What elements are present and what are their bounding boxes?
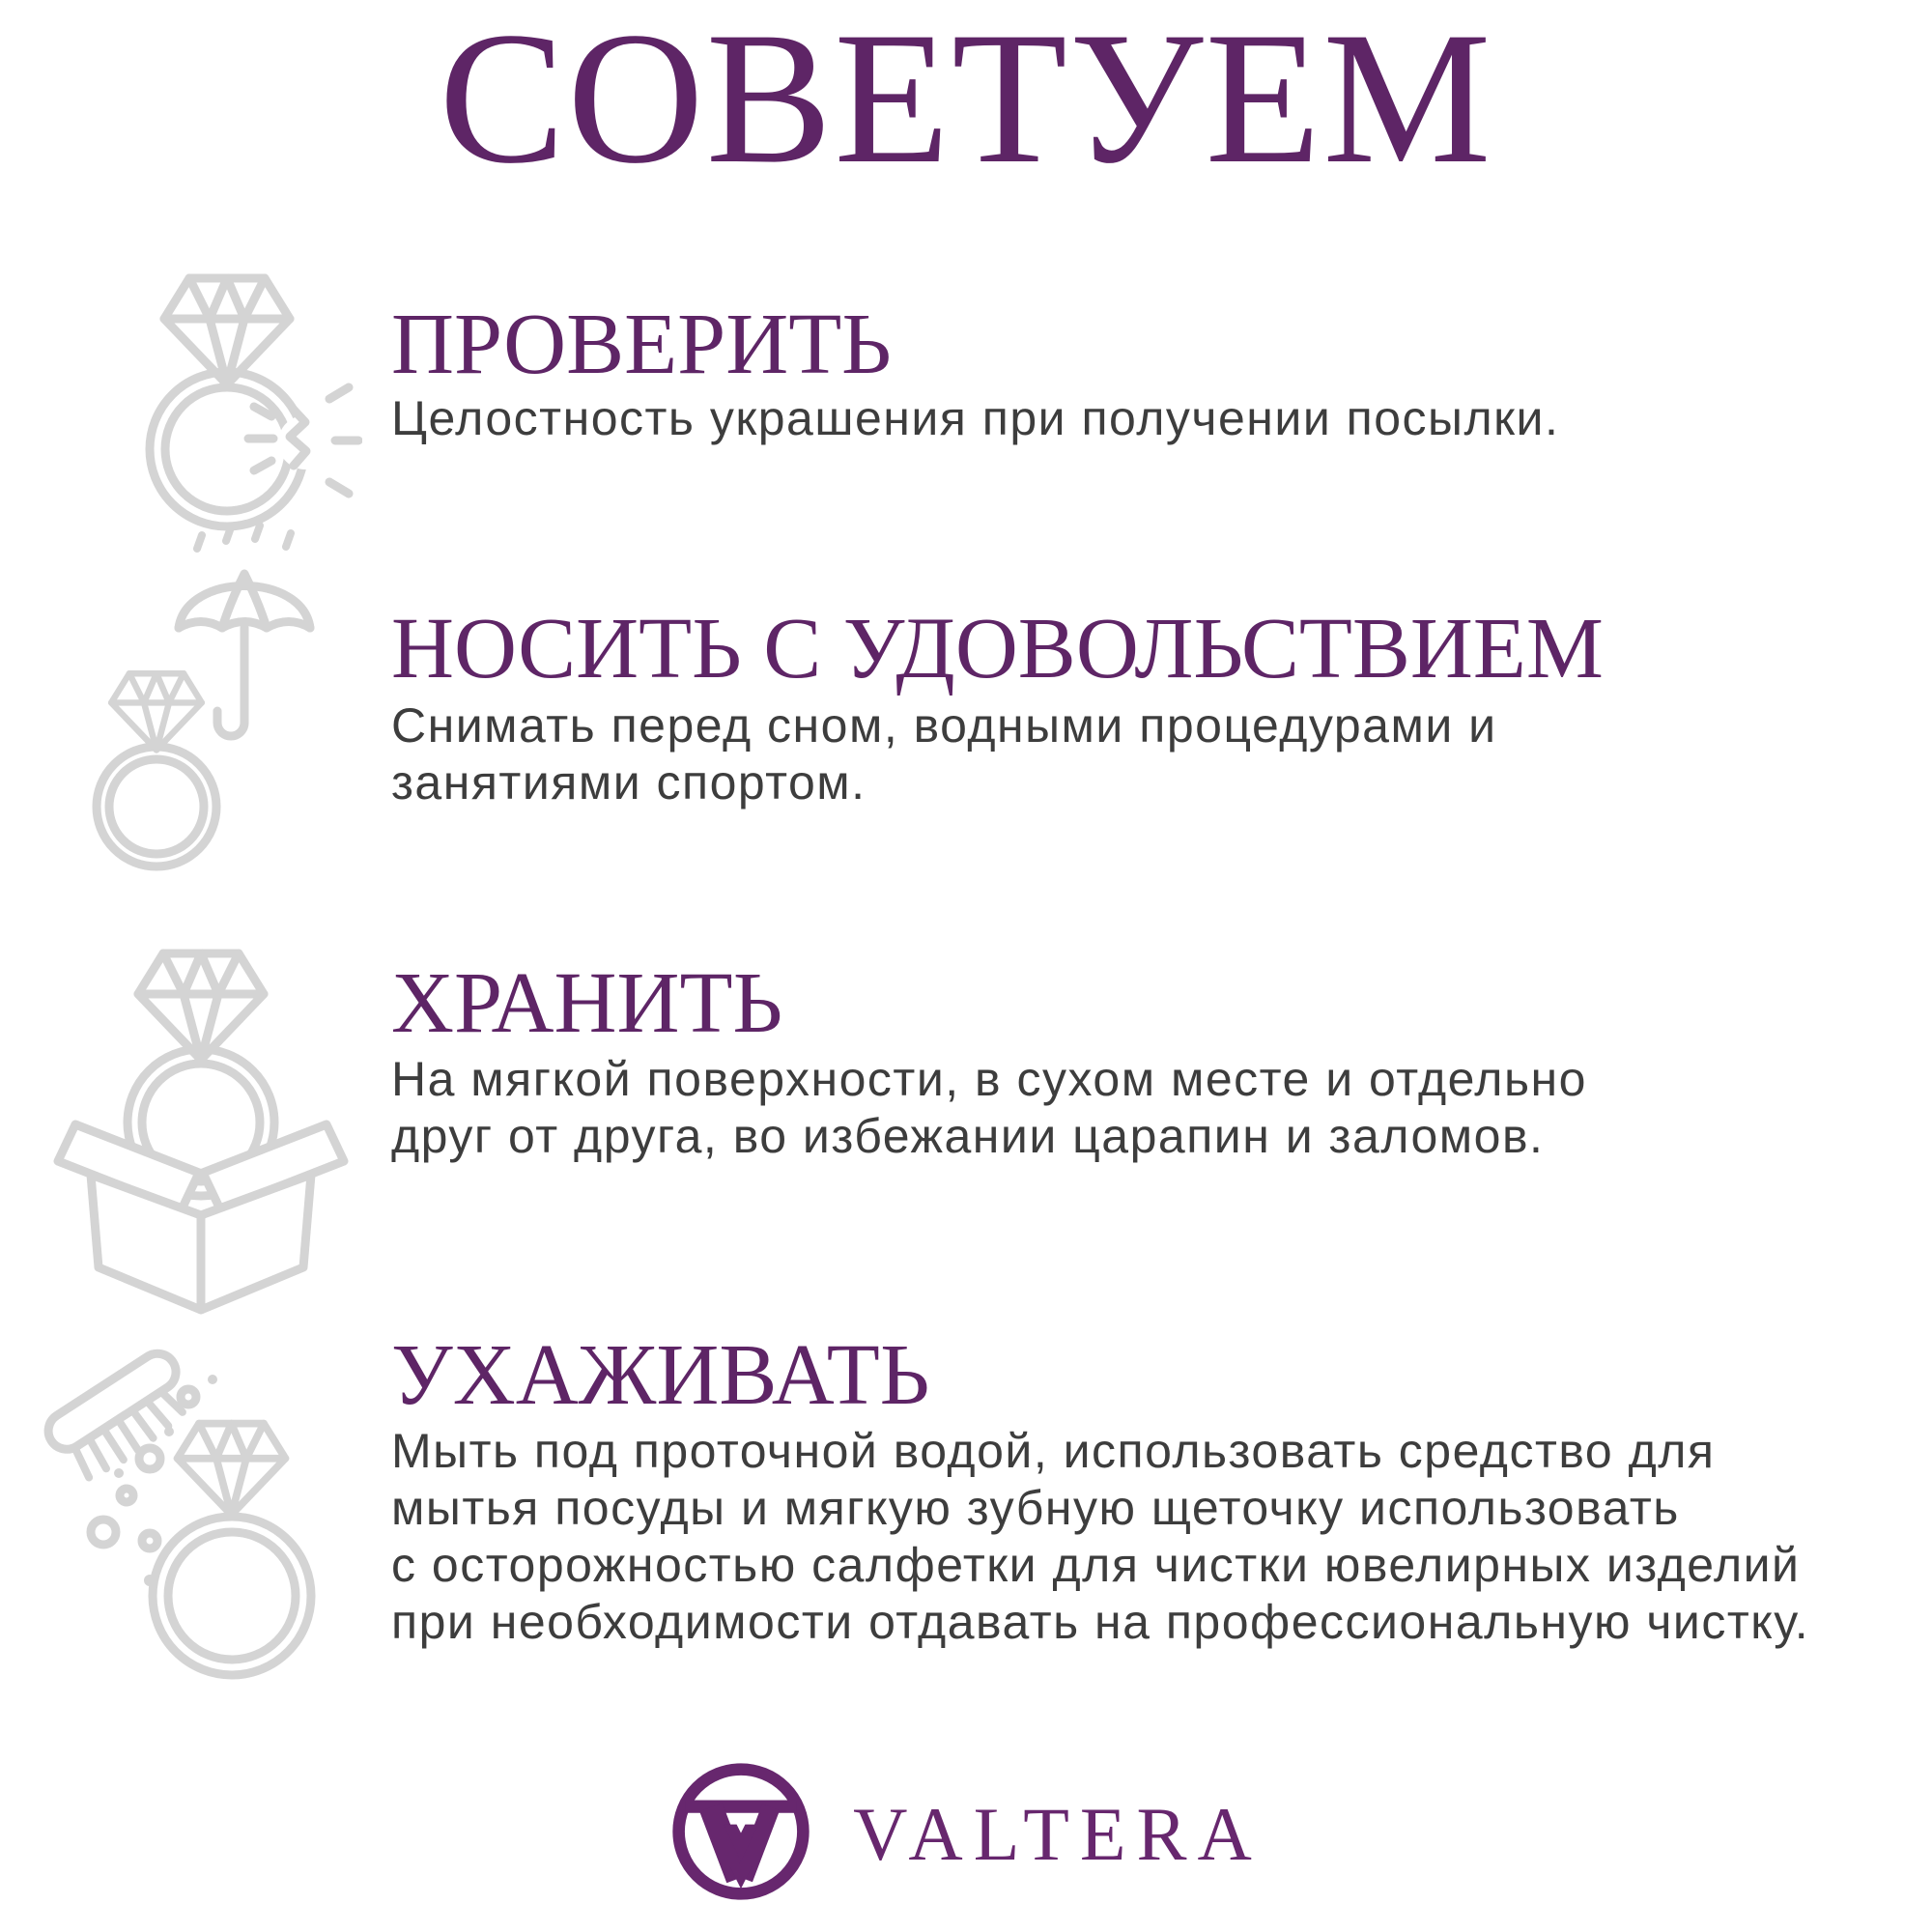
brush-ring-icon	[34, 1343, 353, 1710]
body-line: На мягкой поверхности, в сухом месте и отдельно	[391, 1052, 1587, 1106]
brand-wordmark: VALTERA	[853, 1791, 1263, 1876]
section-heading-store: ХРАНИТЬ	[391, 955, 783, 1051]
section-body-wear	[391, 697, 1497, 811]
body-line: Мыть под проточной водой, использовать средство для	[391, 1424, 1716, 1478]
body-line: друг от друга, во избежании царапин и заломов.	[391, 1109, 1545, 1163]
broken-ring-icon	[92, 251, 362, 546]
body-line: при необходимости отдавать на профессиональную чистку.	[391, 1595, 1810, 1649]
section-body-store	[391, 1051, 1587, 1165]
section-body-care	[391, 1423, 1809, 1651]
umbrella-ring-icon	[85, 522, 346, 879]
body-line: занятиями спортом.	[391, 755, 867, 810]
valtera-v-monogram-icon	[669, 1760, 812, 1908]
body-line: Снимать перед сном, водными процедурами и	[391, 698, 1497, 753]
brand-footer	[0, 1760, 1932, 1908]
box-ring-icon	[46, 929, 355, 1321]
body-line: Целостность украшения при получении посылки.	[391, 391, 1560, 445]
section-heading-wear: НОСИТЬ С УДОВОЛЬСТВИЕМ	[391, 601, 1604, 696]
page-title: СОВЕТУЕМ	[439, 0, 1493, 203]
body-line: мытья посуды и мягкую зубную щеточку использовать	[391, 1481, 1680, 1535]
body-line: с осторожностью салфетки для чистки ювелирных изделий	[391, 1538, 1801, 1592]
section-heading-check: ПРОВЕРИТЬ	[391, 297, 892, 392]
section-body-check	[391, 390, 1559, 447]
section-heading-care: УХАЖИВАТЬ	[391, 1327, 930, 1423]
